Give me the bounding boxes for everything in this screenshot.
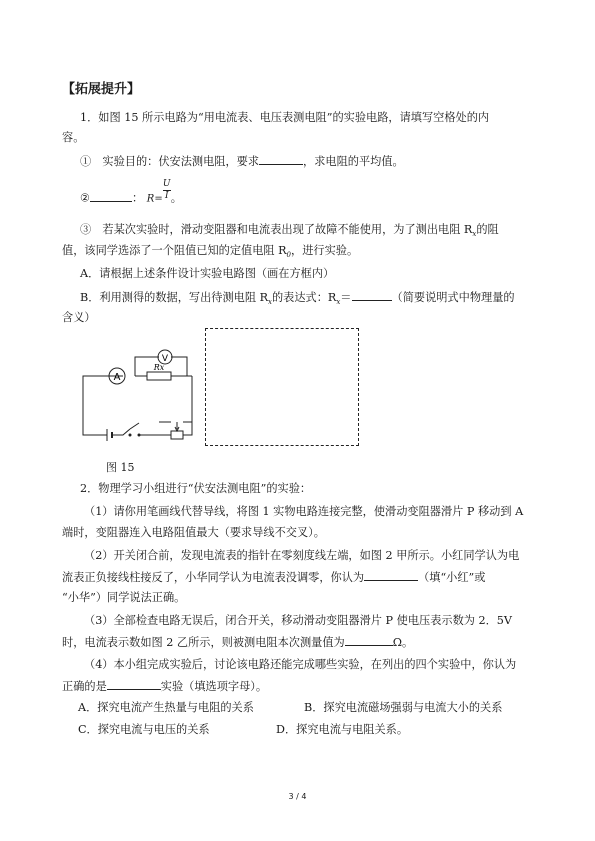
q1-item2: [80, 179, 182, 209]
q2-part4: [84, 657, 516, 673]
switch-contact: [138, 434, 141, 437]
q2-part1: [84, 504, 523, 520]
answer-blank-principle[interactable]: [90, 190, 132, 202]
q1-item3: [80, 222, 499, 242]
option-c-text: C．探究电流与电压的关系: [78, 723, 210, 736]
q2-part3-text-b-post: Ω。: [392, 636, 414, 649]
q2-part2-cont2: [62, 590, 185, 606]
q1-part-b-text: B．利用测得的数据，写出待测电阻 R: [80, 291, 269, 304]
q1-part-b-end: （简要说明式中物理量的: [391, 291, 515, 304]
resistor-rx: [147, 372, 171, 380]
q1-item3-cont: [62, 243, 358, 263]
q2-part2-cont: [62, 569, 485, 586]
q2-part2: [84, 548, 519, 564]
q2-option-b: [304, 700, 502, 716]
answer-blank-purpose[interactable]: [259, 153, 303, 165]
q1-item3-text-a: ③ 若某次实验时，滑动变阻器和电流表出现了故障不能使用，为了测出电阻 R: [80, 223, 473, 236]
q2-intro-text: 2．物理学习小组进行“伏安法测电阻”的实验：: [80, 482, 312, 495]
q2-part1-text-a: （1）请你用笔画线代替导线，将图 1 实物电路连接完整，使滑动变阻器滑片 P 移动到 A: [84, 505, 524, 518]
q2-option-c: [78, 722, 210, 738]
wire-voltmeter-right: [171, 357, 187, 376]
q2-part1-cont: [62, 525, 325, 541]
figure-caption: 图 15: [106, 461, 135, 474]
q1-item3-text-b-end: ，进行实验。: [291, 244, 359, 257]
q2-part2-text-b-pre: 流表正负接线柱接反了，小华同学认为电流表没调零，你认为: [62, 571, 365, 584]
option-a-text: A．探究电流产生热量与电阻的关系: [78, 701, 254, 714]
page-number: 3 / 4: [288, 792, 307, 801]
q2-part4-text-a: （4）本小组完成实验后，讨论该电路还能完成哪些实验，在列出的四个实验中，你认为: [84, 658, 517, 671]
q2-part3-text-b-pre: 时，电流表示数如图 2 乙所示，则被测电阻本次测量值为: [62, 636, 345, 649]
formula-end: 。: [170, 191, 182, 205]
q1-item2-number: ②: [80, 191, 91, 205]
rx-subscript-b1: x: [268, 298, 272, 307]
q1-item1-prefix: ① 实验目的：伏安法测电阻，要求: [80, 155, 260, 168]
q1-part-a: [80, 266, 334, 282]
rx-subscript: x: [472, 230, 477, 239]
voltmeter-label: V: [161, 354, 169, 364]
switch-pivot: [129, 434, 132, 437]
ammeter-label: A: [113, 372, 121, 383]
q2-part2-text-c: “小华”）同学说法正确。: [62, 591, 186, 604]
formula-numerator: U: [162, 179, 171, 189]
q1-intro-text-b: 容。: [62, 131, 85, 144]
q1-item1: [80, 153, 404, 170]
q2-option-d: [276, 722, 408, 738]
answer-blank-who[interactable]: [364, 569, 418, 581]
answer-blank-expression[interactable]: [352, 289, 392, 301]
q2-part4-text-b-post: 实验（填选项字母）。: [160, 680, 268, 693]
q1-intro-cont: [62, 130, 84, 146]
q2-part2-text-a: （2）开关闭合前，发现电流表的指针在零刻度线左端，如图 2 甲所示。小红同学认为电: [84, 549, 520, 562]
q2-part3: [84, 613, 512, 629]
rheostat: [171, 431, 183, 439]
q2-part4-cont: [62, 678, 267, 695]
r0-subscript: 0: [286, 251, 292, 260]
formula-denominator: I: [164, 191, 169, 201]
resistor-label: Rx: [153, 363, 165, 372]
formula-fraction: [163, 180, 171, 201]
wire-rheostat-right: [183, 422, 192, 435]
design-answer-box[interactable]: [205, 328, 359, 446]
q2-part1-text-b: 端时，变阻器连入电路阻值最大（要求导线不交叉）。: [62, 526, 325, 539]
q1-part-b-text-b: 含义）: [62, 311, 96, 324]
q1-part-b: [80, 289, 515, 310]
q1-item3-text-a-end: 的阻: [476, 223, 499, 236]
rx-subscript-b2: x: [336, 298, 341, 307]
q1-part-a-text: A．请根据上述条件设计实验电路图（画在方框内）: [80, 267, 335, 280]
q1-item2-sep: ：: [132, 191, 144, 205]
q1-intro: [80, 110, 489, 126]
q2-part2-text-b-post: （填“小红”或: [418, 571, 486, 584]
answer-blank-resistance[interactable]: [345, 634, 393, 646]
switch-blade: [130, 423, 139, 429]
q1-part-b-cont: [62, 310, 96, 326]
q1-item1-suffix: ，求电阻的平均值。: [303, 155, 404, 168]
section-heading: 【拓展提升】: [62, 82, 141, 97]
wire-left: [83, 376, 123, 435]
option-d-text: D．探究电流与电阻关系。: [276, 723, 409, 736]
q1-item3-text-b: 值，该同学选添了一个阻值已知的定值电阻 R: [62, 244, 287, 257]
option-b-text: B．探究电流磁场强弱与电流大小的关系: [304, 701, 503, 714]
q2-part3-cont: [62, 634, 413, 651]
q2-part4-text-b-pre: 正确的是: [62, 680, 107, 693]
q2-part3-text-a: （3）全部检查电路无误后，闭合开关，移动滑动变阻器滑片 P 使电压表示数为 2．5V: [84, 614, 513, 627]
q1-part-b-mid: 的表达式：R: [271, 291, 337, 304]
q2-option-a: [78, 700, 254, 716]
q2-intro: [80, 481, 311, 497]
answer-blank-experiment[interactable]: [107, 678, 161, 690]
q1-part-b-eq: ＝: [340, 291, 352, 304]
circuit-diagram: [75, 345, 200, 445]
q1-intro-text-a: 1．如图 15 所示电路为“用电流表、电压表测电阻”的实验电路，请填写空格处的内: [80, 111, 490, 124]
formula-lhs: R=: [146, 193, 163, 205]
